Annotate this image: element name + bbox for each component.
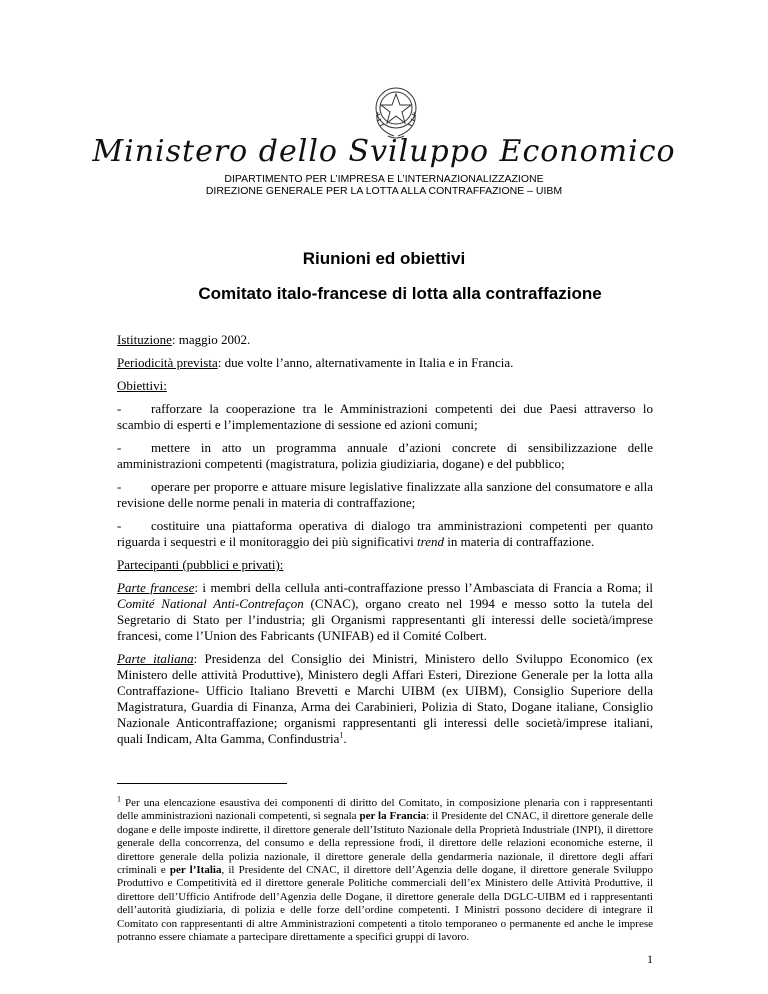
- list-item-text: mettere in atto un programma annuale d’azioni concrete di sensibilizzazione delle amministrazioni competenti (magistratura, polizia giudiziaria, dogane) e del pubblico;: [117, 440, 653, 471]
- istituzione-paragraph: [117, 332, 653, 348]
- list-item: [117, 401, 653, 433]
- footnote: [117, 794, 653, 944]
- list-item-emphasis: trend: [417, 534, 444, 549]
- parte-francese-emphasis: Comité National Anti-Contrefaçon: [117, 596, 304, 611]
- parte-francese-label: Parte francese: [117, 580, 195, 595]
- obiettivi-colon: :: [163, 378, 167, 393]
- list-item: [117, 479, 653, 511]
- list-item-text: costituire una piattaforma operativa di dialogo tra amministrazioni competenti per quanto riguarda i sequestri e il monitoraggio dei più significativi: [117, 518, 653, 549]
- partecipanti-heading: [117, 557, 653, 573]
- parte-francese-paragraph: [117, 580, 653, 644]
- document-body: [117, 332, 653, 754]
- partecipanti-label: Partecipanti (pubblici e privati):: [117, 557, 284, 572]
- periodicita-value: : due volte l’anno, alternativamente in Italia e in Francia.: [217, 355, 514, 370]
- parte-francese-text-end: (CNAC), organo creato nel 1994 e messo sotto la tutela del Segretario di Stato per l’industria; gli Organismi rappresentanti gli interessi delle società/imprese francesi, come l’Union des Fabricants (UNIFAB) ed il Comité Colbert.: [117, 596, 653, 643]
- list-item-text: operare per proporre e attuare misure legislative finalizzate alla sanzione del consumatore e alla revisione delle norme penali in materia di contraffazione;: [117, 479, 653, 510]
- bullet-dash: -: [117, 518, 122, 533]
- list-item-text-end: in materia di contraffazione.: [443, 534, 595, 549]
- istituzione-label: Istituzione: [117, 332, 172, 347]
- bullet-dash: -: [117, 479, 122, 494]
- footnote-number: 1: [117, 794, 121, 804]
- parte-francese-text: : i membri della cellula anti-contraffazione presso l’Ambasciata di Francia a Roma; il: [194, 580, 653, 595]
- italian-republic-emblem-icon: [370, 82, 422, 140]
- footnote-separator: [117, 783, 287, 784]
- department-line-1: DIPARTIMENTO PER L’IMPRESA E L’INTERNAZIONALIZZAZIONE: [224, 173, 544, 185]
- parte-italiana-end: .: [343, 731, 347, 746]
- footnote-bold-italia: per l’Italia: [169, 864, 222, 877]
- department-line-2: DIREZIONE GENERALE PER LA LOTTA ALLA CONTRAFFAZIONE – UIBM: [205, 185, 563, 197]
- footnote-text-2: : il Presidente del CNAC, il direttore generale delle dogane e delle imposte indirette, il direttore generale dell’Istituto Nazionale della Proprietà Industriale (INPI), il direttore generale della concorrenza, del consumo e della repressione frodi, il direttore delle relazioni economiche esterne, il direttore generale della polizia nazionale, il direttore generale della gendarmeria nazionale, il direttore degli affari criminali e: [117, 810, 653, 877]
- footnote-text-3: , il Presidente del CNAC, il direttore dell’Agenzia delle dogane, il direttore generale Sviluppo Produttivo e Competitività ed il direttore generale Politiche commerciali dell’ex Ministero delle Attività Produttive, il direttore dell’Ufficio Antifrode dell’Agenzia delle Dogane, il direttore generale della DGLC-UIBM ed i rappresentanti dell’autorità giudiziaria, di polizia e delle forze dell’ordine competenti. I Ministri possono decidere di integrare il Comitato con rappresentanti di altre Amministrazioni competenti a titolo temporaneo o permanente ed anche le imprese potranno essere chiamate a partecipare direttamente a specifici gruppi di lavoro.: [117, 864, 653, 944]
- obiettivi-heading: [117, 378, 653, 394]
- bullet-dash: -: [117, 401, 122, 416]
- document-title: Riunioni ed obiettivi: [302, 249, 466, 268]
- periodicita-label: Periodicità prevista: [117, 355, 218, 370]
- list-item: [117, 440, 653, 472]
- footnote-text: Per una elencazione esaustiva dei componenti di diritto del Comitato, in composizione plenaria con i rappresentanti delle amministrazioni nazionali competenti, si segnala: [117, 797, 653, 823]
- parte-italiana-label: Parte italiana: [117, 651, 194, 666]
- obiettivi-label: Obiettivi: [117, 378, 164, 393]
- list-item: [117, 518, 653, 550]
- parte-italiana-paragraph: [117, 651, 653, 747]
- parte-italiana-text: : Presidenza del Consiglio dei Ministri, Ministero dello Sviluppo Economico (ex Ministero delle attività Produttive), Ministero degli Affari Esteri, Direzione Generale per la lotta alla Contraffazione- Ufficio Italiano Brevetti e Marchi UIBM (ex UIBM), Consiglio Superiore della Magistratura, Guardia di Finanza, Arma dei Carabinieri, Polizia di Stato, Dogane italiane, Consiglio Nazionale Anticontraffazione; organismi rappresentanti gli interessi delle società/imprese italiani, quali Indicam, Alta Gamma, Confindustria: [117, 651, 653, 746]
- footnote-reference[interactable]: 1: [339, 730, 344, 740]
- bullet-dash: -: [117, 440, 122, 455]
- footnote-bold-francia: per la Francia: [359, 810, 427, 823]
- periodicita-paragraph: [117, 355, 653, 371]
- ministry-title: Ministero dello Sviluppo Economico: [92, 134, 676, 169]
- istituzione-value: : maggio 2002.: [171, 332, 251, 347]
- list-item-text: rafforzare la cooperazione tra le Amministrazioni competenti dei due Paesi attraverso lo scambio di esperti e l’implementazione di sessione ed azioni comuni;: [117, 401, 653, 432]
- page-number: 1: [647, 952, 653, 966]
- document-subtitle: Comitato italo-francese di lotta alla contraffazione: [198, 284, 602, 303]
